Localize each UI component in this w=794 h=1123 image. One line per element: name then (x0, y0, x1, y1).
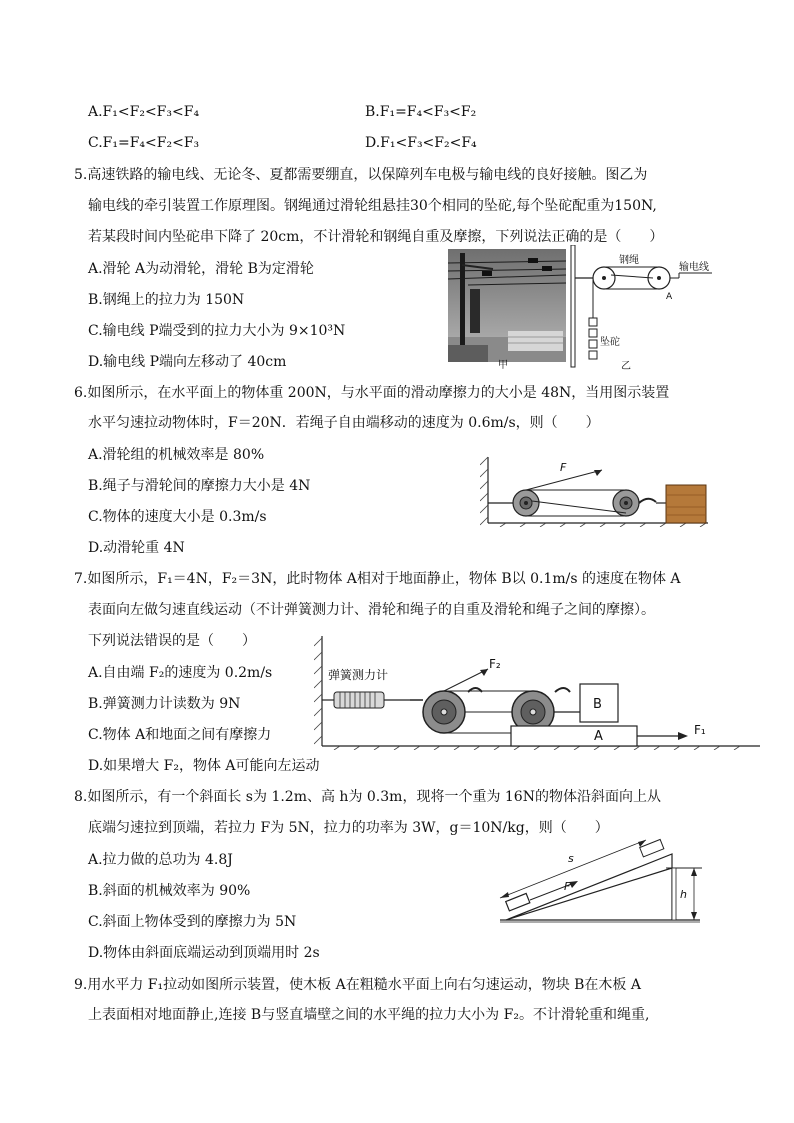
q7-option-a: A.自由端 F₂的速度为 0.2m/s (88, 665, 273, 681)
q7-stem-line3: 下列说法错误的是（ ） (88, 633, 256, 649)
option-c: C.F₁=F₄<F₂<F₃ (88, 135, 200, 151)
q5-stem-line1: 5.高速铁路的输电线、无论冬、夏都需要绷直，以保障列车电极与输电线的良好接触。图乙为 (74, 167, 648, 183)
q6-label-f: F (560, 461, 567, 474)
q8-label-f: F (564, 880, 571, 893)
q7-stem-line1: 7.如图所示，F₁＝4N，F₂＝3N，此时物体 A相对于地面静止，物体 B以 0.1m/s 的速度在物体 A (74, 571, 681, 587)
q5-stem-line2: 输电线的牵引装置工作原理图。钢绳通过滑轮组悬挂30个相同的坠砣,每个坠砣配重为150N, (88, 198, 657, 214)
option-b: B.F₁=F₄<F₃<F₂ (365, 104, 477, 120)
q8-stem-line1: 8.如图所示，有一个斜面长 s为 1.2m、高 h为 0.3m，现将一个重为 16N的物体沿斜面向上从 (74, 789, 661, 805)
q8-label-s: s (568, 852, 574, 865)
q5-option-d: D.输电线 P端向左移动了 40cm (88, 354, 287, 370)
q5-label-yi: 乙 (621, 361, 631, 371)
q6-option-a: A.滑轮组的机械效率是 80% (88, 447, 265, 463)
q8-figure (496, 838, 702, 924)
q8-option-a: A.拉力做的总功为 4.8J (88, 852, 233, 868)
q8-label-h: h (680, 888, 687, 901)
q5-option-b: B.钢绳上的拉力为 150N (88, 292, 245, 308)
q7-stem-line2: 表面向左做匀速直线运动（不计弹簧测力计、滑轮和绳子的自重及滑轮和绳子之间的摩擦）。 (88, 602, 655, 618)
q5-label-pulley-a: A (666, 292, 673, 302)
q7-label-b: B (593, 697, 602, 712)
q5-figure-photo (448, 249, 566, 362)
q5-option-a: A.滑轮 A为动滑轮，滑轮 B为定滑轮 (88, 261, 314, 277)
q9-stem-line1: 9.用水平力 F₁拉动如图所示装置，使木板 A在粗糙水平面上向右匀速运动，物块 B在木板 A (74, 977, 641, 993)
q8-option-b: B.斜面的机械效率为 90% (88, 883, 251, 899)
q7-label-f1: F₁ (694, 723, 706, 737)
q5-figure-diagram (567, 245, 727, 371)
q6-option-b: B.绳子与滑轮间的摩擦力大小是 4N (88, 478, 311, 494)
q9-stem-line2: 上表面相对地面静止,连接 B与竖直墙壁之间的水平绳的拉力大小为 F₂。不计滑轮重和绳重, (88, 1007, 650, 1023)
q7-label-a: A (594, 729, 603, 744)
q6-figure (480, 455, 710, 527)
q7-label-spring: 弹簧测力计 (328, 668, 389, 682)
q6-stem-line2: 水平匀速拉动物体时，F＝20N．若绳子自由端移动的速度为 0.6m/s，则（ ） (88, 415, 600, 431)
q5-option-c: C.输电线 P端受到的拉力大小为 9×10³N (88, 323, 346, 339)
option-d: D.F₁<F₃<F₂<F₄ (365, 135, 477, 151)
q6-option-c: C.物体的速度大小是 0.3m/s (88, 509, 267, 525)
q7-option-d: D.如果增大 F₂，物体 A可能向左运动 (88, 758, 320, 774)
q8-stem-line2: 底端匀速拉到顶端，若拉力 F为 5N，拉力的功率为 3W，g＝10N/kg，则（ ） (88, 820, 609, 836)
q7-figure (314, 634, 762, 750)
q8-option-c: C.斜面上物体受到的摩擦力为 5N (88, 914, 297, 930)
q7-option-b: B.弹簧测力计读数为 9N (88, 696, 241, 712)
option-a: A.F₁<F₂<F₃<F₄ (88, 104, 200, 120)
q6-option-d: D.动滑轮重 4N (88, 540, 185, 556)
q6-stem-line1: 6.如图所示，在水平面上的物体重 200N，与水平面的滑动摩擦力的大小是 48N，当用图示装置 (74, 385, 670, 401)
q5-label-wire: 输电线 (679, 262, 709, 273)
q5-label-jia: 甲 (498, 360, 508, 371)
q7-option-c: C.物体 A和地面之间有摩擦力 (88, 727, 272, 743)
q7-label-f2: F₂ (489, 657, 501, 671)
q5-stem-line3: 若某段时间内坠砣串下降了 20cm，不计滑轮和钢绳自重及摩擦，下列说法正确的是（ ） (88, 229, 664, 245)
q5-label-weight: 坠砣 (600, 337, 620, 348)
q8-option-d: D.物体由斜面底端运动到顶端用时 2s (88, 945, 320, 961)
q5-label-rope: 钢绳 (619, 255, 639, 266)
